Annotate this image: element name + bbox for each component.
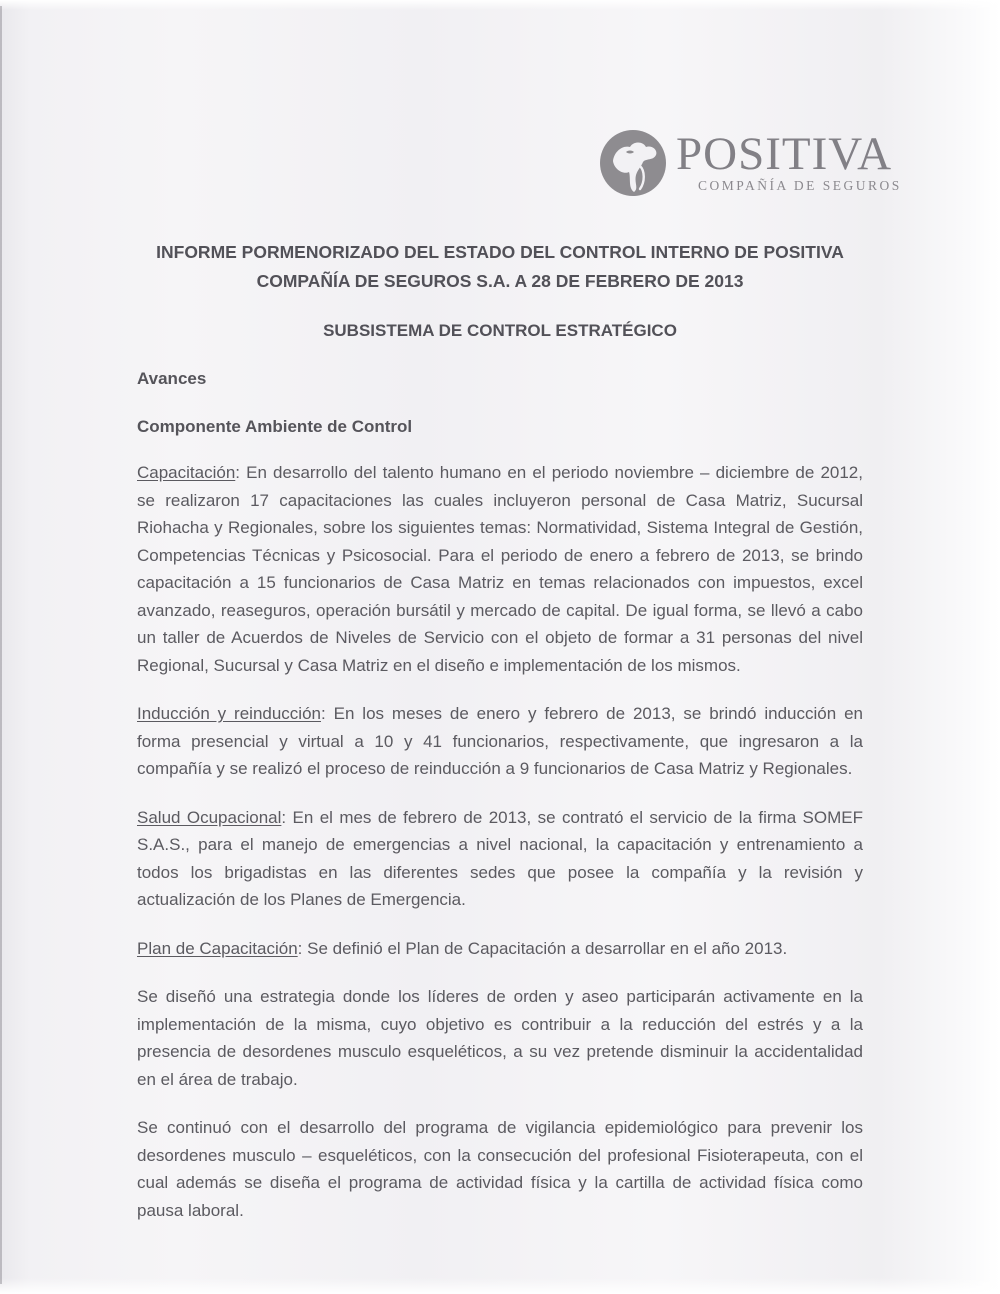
paragraph-lead-term: Plan de Capacitación <box>137 938 298 958</box>
positiva-logo-icon <box>598 128 668 198</box>
paragraph-capacitacion <box>137 459 863 679</box>
section-heading-avances: Avances <box>137 369 207 388</box>
paragraph-estrategia-orden-aseo <box>137 983 863 1093</box>
logo-wordmark <box>676 128 902 194</box>
paragraph-text: : Se definió el Plan de Capacitación a desarrollar en el año 2013. <box>297 938 788 958</box>
paragraph-plan-capacitacion <box>137 935 863 963</box>
section-heading-componente: Componente Ambiente de Control <box>137 417 413 436</box>
paragraph-text: Se diseñó una estrategia donde los líderes de orden y aseo participarán activamente en la implementación de la misma, cuyo objetivo es contribuir a la reducción del estrés y a la presencia de desordenes musculo esqueléticos, a su vez pretende disminuir la accidentalidad en el área de trabajo. <box>137 987 863 1089</box>
document-body <box>137 238 863 1224</box>
logo-tagline-text: COMPAÑÍA DE SEGUROS <box>698 178 902 193</box>
paragraph-text: : En desarrollo del talento humano en el periodo noviembre – diciembre de 2012, se realizaron 17 capacitaciones las cuales incluyeron personal de Casa Matriz, Sucursal Riohacha y Regionales, sobre los siguientes temas: Normatividad, Sistema Integral de Gestión, Competencias Técnicas y Psicosocial. Para el periodo de enero a febrero de 2013, se brindo capacitación a 15 funcionarios de Casa Matriz en temas relacionados con impuestos, excel avanzado, reaseguros, operación bursátil y mercado de capital. De igual forma, se llevó a cabo un taller de Acuerdos de Niveles de Servicio con el objeto de formar a 31 personas del nivel Regional, Sucursal y Casa Matriz en el diseño e implementación de los mismos. <box>137 463 863 675</box>
paragraph-text: Se continuó con el desarrollo del programa de vigilancia epidemiológico para prevenir los desordenes musculo – esqueléticos, con la consecución del profesional Fisioterapeuta, con el cual además se diseña el programa de actividad física y la cartilla de actividad física como pausa laboral. <box>137 1118 863 1220</box>
report-title <box>137 238 863 296</box>
report-title-line1: INFORME PORMENORIZADO DEL ESTADO DEL CONTROL INTERNO DE POSITIVA <box>156 242 844 262</box>
paragraph-vigilancia-epidemiologica <box>137 1114 863 1224</box>
paragraph-lead-term: Inducción y reinducción <box>137 704 321 723</box>
paragraph-salud-ocupacional <box>137 804 863 914</box>
logo <box>598 128 902 198</box>
paragraph-text: : En los meses de enero y febrero de 2013, se brindó inducción en forma presencial y virtual a 10 y 41 funcionarios, respectivamente, que ingresaron a la compañía y se realizó el proceso de reinducción a 9 funcionarios de Casa Matriz y Regionales. <box>137 704 863 778</box>
paragraph-induccion <box>137 700 863 783</box>
report-subtitle: SUBSISTEMA DE CONTROL ESTRATÉGICO <box>323 321 677 340</box>
logo-brand-text: POSITIVA <box>676 128 893 180</box>
report-title-line2: COMPAÑÍA DE SEGUROS S.A. A 28 DE FEBRERO DE 2013 <box>256 271 744 291</box>
paragraph-text: : En el mes de febrero de 2013, se contrató el servicio de la firma SOMEF S.A.S., para el manejo de emergencias a nivel nacional, la capacitación y entrenamiento a todos los brigadistas en las diferentes sedes que posee la compañía y la revisión y actualización de los Planes de Emergencia. <box>137 807 863 909</box>
scan-edge-artifact <box>0 6 2 1284</box>
paragraph-lead-term: Capacitación <box>137 463 236 482</box>
paragraph-lead-term: Salud Ocupacional <box>137 807 282 827</box>
